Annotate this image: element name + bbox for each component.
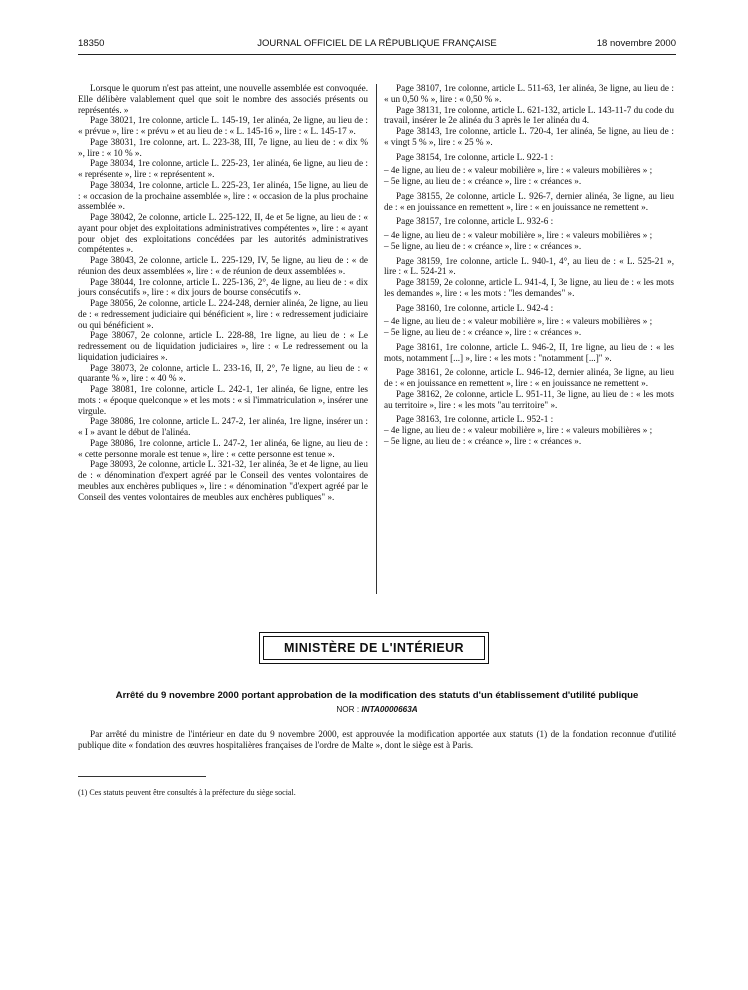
right-column	[384, 83, 674, 447]
erratum-paragraph: Page 38086, 1re colonne, article L. 247-2, 1er alinéa, 6e ligne, au lieu de : « cette personne morale est tenue », lire : « cette personne est tenue ».	[78, 437, 368, 459]
nor-value: INTA0000663A	[361, 705, 418, 714]
ministry-heading-box	[259, 632, 489, 664]
erratum-item: – 5e ligne, au lieu de : « créance », lire : « créances ».	[384, 435, 582, 446]
erratum-paragraph: Page 38021, 1re colonne, article L. 145-19, 1er alinéa, 2e ligne, au lieu de : « prévue », lire : « prévu » et au lieu de : « L. 145-16 », lire : « L. 145-17 ».	[78, 115, 368, 136]
erratum-item: – 4e ligne, au lieu de : « valeur mobilière », lire : « valeurs mobilières » ;	[384, 230, 653, 240]
erratum-paragraph: Page 38067, 2e colonne, article L. 228-88, 1re ligne, au lieu de : « Le redressement ou de liquidation judiciaires », lire : « Le redressement ou la liquidation judiciaires ».	[78, 330, 368, 362]
erratum-paragraph: Page 38034, 1re colonne, article L. 225-23, 1er alinéa, 15e ligne, au lieu de : « occasion de la prochaine assemblée », lire : « occasion de la plus prochaine assemblée ».	[78, 179, 368, 212]
erratum-paragraph: Page 38107, 1re colonne, article L. 511-63, 1er alinéa, 3e ligne, au lieu de : « un 0,50 % », lire : « 0,50 % ».	[384, 83, 674, 104]
erratum-paragraph: Page 38157, 1re colonne, article L. 932-6 :	[396, 216, 554, 227]
erratum-paragraph: Page 38056, 2e colonne, article L. 224-248, dernier alinéa, 2e ligne, au lieu de : « redressement judiciaire qui bénéficient », lire : « redressement judiciaire ou qui bénéficient ».	[78, 298, 368, 330]
page-number: 18350	[78, 38, 105, 49]
erratum-paragraph: Page 38159, 2e colonne, article L. 941-4, I, 3e ligne, au lieu de : « les mots les demandes », lire : « les mots : "les demandes" ».	[384, 277, 674, 298]
erratum-item: – 5e ligne, au lieu de : « créance », lire : « créances ».	[384, 176, 582, 186]
column-divider	[376, 84, 377, 594]
erratum-paragraph: Page 38044, 1re colonne, article L. 225-136, 2°, 4e ligne, au lieu de : « dix jours consécutifs », lire : « dix jours de bourse consécutifs ».	[78, 276, 368, 298]
arrete-title: Arrêté du 9 novembre 2000 portant approbation de la modification des statuts d'un établissement d'utilité publique	[115, 690, 639, 701]
erratum-paragraph: Page 38163, 1re colonne, article L. 952-1 :	[396, 414, 554, 425]
erratum-paragraph: Page 38031, 1re colonne, art. L. 223-38, III, 7e ligne, au lieu de : « dix % », lire : « 10 % ».	[78, 136, 368, 158]
erratum-item: – 5e ligne, au lieu de : « créance », lire : « créances ».	[384, 240, 582, 251]
erratum-paragraph: Page 38161, 1re colonne, article L. 946-2, II, 1re ligne, au lieu de : « les mots, notamment [...] », lire : « les mots : "notamment [...]" ».	[384, 341, 674, 363]
erratum-item: – 4e ligne, au lieu de : « valeur mobilière », lire : « valeurs mobilières » ;	[384, 316, 653, 327]
footnote-rule	[78, 776, 206, 777]
erratum-paragraph: Page 38160, 1re colonne, article L. 942-4 :	[396, 302, 554, 313]
issue-date: 18 novembre 2000	[596, 38, 676, 49]
header-rule	[78, 54, 676, 55]
ministry-heading: MINISTÈRE DE L'INTÉRIEUR	[263, 636, 485, 660]
arrete-paragraph: Par arrêté du ministre de l'intérieur en date du 9 novembre 2000, est approuvée la modification apportée aux statuts (1) de la fondation reconnue d'utilité publique dite « fondation des œuvres hospitalières françaises de l'ordre de Malte », dont le siège est à Paris.	[78, 729, 676, 750]
erratum-paragraph: Page 38034, 1re colonne, article L. 225-23, 1er alinéa, 6e ligne, au lieu de : « représente », lire : « représentent ».	[78, 158, 368, 179]
erratum-item: – 4e ligne, au lieu de : « valeur mobilière », lire : « valeurs mobilières » ;	[384, 425, 653, 435]
erratum-item: – 5e ligne, au lieu de : « créance », lire : « créances ».	[384, 327, 582, 337]
nor-reference	[78, 705, 676, 714]
nor-label: NOR :	[336, 705, 360, 714]
erratum-paragraph: Page 38162, 2e colonne, article L. 951-11, 3e ligne, au lieu de : « les mots au territoire », lire : « les mots "au territoire" ».	[384, 388, 674, 410]
erratum-paragraph: Page 38161, 2e colonne, article L. 946-12, dernier alinéa, 3e ligne, au lieu de : « en jouissance en remettent », lire : « en jouissance ne remettent ».	[384, 367, 674, 388]
erratum-item: – 4e ligne, au lieu de : « valeur mobilière », lire : « valeurs mobilières » ;	[384, 165, 653, 176]
erratum-paragraph: Page 38159, 1re colonne, article L. 940-1, 4°, au lieu de : « L. 525-21 », lire : « L. 524-21 ».	[384, 255, 674, 277]
page-header	[78, 38, 676, 52]
erratum-paragraph: Page 38043, 2e colonne, article L. 225-129, IV, 5e ligne, au lieu de : « de réunion des deux assemblées », lire : « de réunion de deux assemblées ».	[78, 255, 368, 276]
erratum-paragraph: Page 38073, 2e colonne, article L. 233-16, II, 2°, 7e ligne, au lieu de : « quarante % », lire : « 40 % ».	[78, 362, 368, 384]
arrete-body	[78, 729, 676, 751]
erratum-paragraph: Page 38155, 2e colonne, article L. 926-7, dernier alinéa, 3e ligne, au lieu de : « en jouissance en remettent », lire : « en jouissance ne remettent ».	[384, 190, 674, 212]
left-column	[78, 83, 368, 502]
footnote: (1) Ces statuts peuvent être consultés à la préfecture du siège social.	[78, 788, 296, 797]
erratum-paragraph: Page 38042, 2e colonne, article L. 225-122, II, 4e et 5e ligne, au lieu de : « ayant pour objet des exploitations administratives compétentes », lire : « ayant pour objet des exploitations concédées par les autorités administratives compétentes ».	[78, 212, 368, 255]
erratum-paragraph: Page 38081, 1re colonne, article L. 242-1, 1er alinéa, 6e ligne, entre les mots : « époque quelconque » et les mots : « si l'immatriculation », insérer une virgule.	[78, 384, 368, 416]
erratum-paragraph: Page 38093, 2e colonne, article L. 321-32, 1er alinéa, 3e et 4e ligne, au lieu de : « dénomination d'expert agréé par le Conseil des ventes volontaires de meubles aux enchères publiques », lire : « dénomination "d'expert agréé par le Conseil des ventes volontaires de meubles aux enchères publiques" ».	[78, 459, 368, 502]
erratum-paragraph: Page 38086, 1re colonne, article L. 247-2, 1er alinéa, 1re ligne, insérer un : « I » avant le début de l'alinéa.	[78, 416, 368, 437]
erratum-paragraph: Page 38143, 1re colonne, article L. 720-4, 1er alinéa, 5e ligne, au lieu de : « vingt 5 % », lire : « 25 % ».	[384, 126, 674, 147]
erratum-paragraph: Page 38131, 1re colonne, article L. 621-132, article L. 143-11-7 du code du travail, insérer le 2e alinéa du 3 après le 1er alinéa du 4.	[384, 104, 674, 126]
erratum-paragraph: Page 38154, 1re colonne, article L. 922-1 :	[396, 151, 554, 162]
journal-title: JOURNAL OFFICIEL DE LA RÉPUBLIQUE FRANÇAISE	[257, 38, 497, 49]
erratum-paragraph: Lorsque le quorum n'est pas atteint, une nouvelle assemblée est convoquée. Elle délibère valablement quel que soit le nombre des associés présents ou représentés. »	[78, 83, 368, 115]
